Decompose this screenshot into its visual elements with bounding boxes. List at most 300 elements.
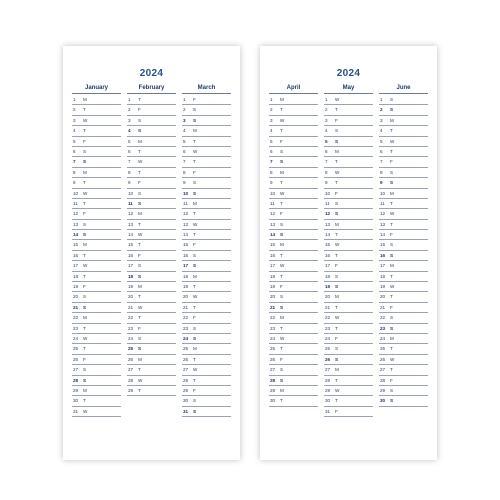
weekday-letter: M (390, 117, 394, 123)
weekday-letter: W (83, 263, 88, 269)
weekday-letter: F (83, 211, 86, 217)
month-name: June (379, 84, 428, 94)
day-row (72, 386, 121, 396)
day-number: 19 (325, 284, 331, 290)
day-row (182, 261, 231, 271)
day-number: 1 (325, 97, 328, 102)
weekday-letter: T (280, 273, 283, 279)
day-row (72, 303, 121, 313)
weekday-letter: W (335, 387, 340, 393)
day-row (72, 147, 121, 157)
day-number: 27 (73, 367, 79, 373)
day-row (379, 334, 428, 344)
day-row (127, 189, 176, 199)
day-number: 12 (380, 211, 386, 217)
weekday-letter: S (280, 377, 284, 383)
weekday-letter: M (193, 200, 197, 206)
day-number: 14 (270, 232, 276, 238)
day-number: 26 (270, 356, 276, 362)
weekday-letter: S (138, 335, 142, 341)
day-row (182, 126, 231, 136)
weekday-letter: T (280, 252, 283, 258)
day-row (127, 168, 176, 178)
day-number: 26 (183, 356, 189, 362)
day-number: 3 (325, 117, 328, 123)
day-number: 19 (270, 284, 276, 290)
month-column (379, 84, 428, 417)
weekday-letter: T (335, 377, 338, 383)
weekday-letter: T (83, 346, 86, 352)
day-row (324, 396, 373, 406)
month-columns (269, 84, 428, 417)
day-number: 11 (73, 200, 78, 206)
day-list (324, 95, 373, 417)
day-number: 17 (325, 263, 331, 269)
day-row (269, 376, 318, 386)
day-number: 23 (128, 325, 134, 331)
day-row (269, 365, 318, 375)
day-number: 23 (73, 325, 79, 331)
weekday-letter: T (193, 211, 196, 217)
day-row (72, 157, 121, 167)
day-row (127, 178, 176, 188)
day-number: 6 (73, 148, 76, 154)
day-list (269, 95, 318, 407)
day-number: 19 (183, 284, 189, 290)
weekday-letter: F (390, 377, 393, 383)
month-column (324, 84, 373, 417)
day-row (72, 407, 121, 417)
weekday-letter: S (280, 159, 284, 165)
weekday-letter: S (280, 294, 284, 300)
day-number: 4 (128, 128, 131, 134)
day-number: 30 (380, 398, 386, 404)
day-row (324, 334, 373, 344)
weekday-letter: M (83, 315, 87, 321)
day-row (269, 157, 318, 167)
weekday-letter: T (280, 325, 283, 331)
day-number: 8 (128, 169, 131, 175)
day-row (324, 282, 373, 292)
day-number: 30 (73, 398, 79, 404)
day-row (379, 272, 428, 282)
weekday-letter: S (280, 304, 284, 310)
weekday-letter: S (335, 346, 339, 352)
weekday-letter: T (280, 398, 283, 404)
day-number: 31 (73, 408, 79, 414)
day-number: 25 (325, 346, 331, 352)
month-columns (72, 84, 231, 417)
day-row (182, 272, 231, 282)
day-row (182, 334, 231, 344)
day-number: 2 (270, 107, 273, 113)
day-row (269, 137, 318, 147)
day-number: 10 (128, 190, 134, 196)
day-number: 16 (380, 252, 386, 258)
day-row (182, 282, 231, 292)
day-row (379, 386, 428, 396)
day-row (379, 137, 428, 147)
day-number: 15 (380, 242, 386, 248)
day-number: 8 (325, 169, 328, 175)
year-heading: 2024 (336, 68, 361, 79)
weekday-letter: T (335, 180, 338, 186)
day-row (324, 240, 373, 250)
day-number: 20 (380, 294, 386, 300)
weekday-letter: W (390, 138, 395, 144)
day-number: 13 (380, 221, 386, 227)
day-row (182, 355, 231, 365)
day-number: 23 (325, 325, 331, 331)
day-row (379, 313, 428, 323)
day-row (324, 386, 373, 396)
weekday-letter: S (193, 398, 197, 404)
day-row (72, 251, 121, 261)
weekday-letter: M (335, 367, 339, 373)
day-number: 27 (183, 367, 189, 373)
weekday-letter: F (138, 107, 141, 113)
day-number: 30 (270, 398, 276, 404)
weekday-letter: S (390, 325, 394, 331)
weekday-letter: W (193, 367, 198, 373)
weekday-letter: F (193, 387, 196, 393)
weekday-letter: T (390, 367, 393, 373)
weekday-letter: S (280, 232, 284, 238)
weekday-letter: S (280, 148, 284, 154)
weekday-letter: T (193, 138, 196, 144)
day-row (269, 240, 318, 250)
day-row (269, 95, 318, 105)
day-row (182, 105, 231, 115)
weekday-letter: W (335, 169, 340, 175)
weekday-letter: T (138, 294, 141, 300)
day-number: 21 (183, 304, 189, 310)
day-number: 5 (325, 138, 328, 144)
day-number: 3 (73, 117, 76, 123)
day-number: 16 (183, 252, 189, 258)
weekday-letter: T (83, 107, 86, 113)
day-number: 19 (73, 284, 79, 290)
day-row (269, 344, 318, 354)
weekday-letter: F (335, 335, 338, 341)
day-row (324, 116, 373, 126)
day-number: 15 (128, 242, 134, 248)
day-number: 6 (128, 148, 131, 154)
day-row (269, 209, 318, 219)
day-number: 5 (73, 138, 76, 144)
day-number: 8 (73, 169, 76, 175)
weekday-letter: F (390, 304, 393, 310)
month-name: April (269, 84, 318, 94)
day-row (379, 199, 428, 209)
day-number: 28 (183, 377, 189, 383)
weekday-letter: F (83, 356, 86, 362)
weekday-letter: F (193, 97, 196, 102)
weekday-letter: F (193, 242, 196, 248)
day-row (182, 303, 231, 313)
day-row (72, 199, 121, 209)
day-row (182, 365, 231, 375)
weekday-letter: S (83, 304, 87, 310)
weekday-letter: T (390, 200, 393, 206)
day-list (72, 95, 121, 417)
weekday-letter: W (83, 117, 88, 123)
day-number: 29 (73, 387, 79, 393)
day-row (127, 303, 176, 313)
weekday-letter: T (335, 398, 338, 404)
day-number: 6 (270, 148, 273, 154)
day-row (379, 292, 428, 302)
weekday-letter: M (280, 242, 284, 248)
year-heading: 2024 (139, 68, 164, 79)
day-number: 22 (128, 315, 134, 321)
day-number: 12 (325, 211, 331, 217)
day-number: 17 (73, 263, 79, 269)
weekday-letter: S (193, 117, 197, 123)
day-row (182, 376, 231, 386)
weekday-letter: T (280, 128, 283, 134)
weekday-letter: S (138, 263, 142, 269)
weekday-letter: S (138, 273, 142, 279)
weekday-letter: T (335, 304, 338, 310)
day-number: 18 (183, 273, 189, 279)
day-row (72, 126, 121, 136)
day-row (269, 282, 318, 292)
day-number: 12 (73, 211, 79, 217)
day-number: 30 (183, 398, 189, 404)
day-row (72, 313, 121, 323)
day-row (379, 189, 428, 199)
day-number: 18 (73, 273, 79, 279)
day-row (182, 313, 231, 323)
day-number: 5 (128, 138, 131, 144)
weekday-letter: S (390, 252, 394, 258)
weekday-letter: T (193, 377, 196, 383)
weekday-letter: T (83, 128, 86, 134)
weekday-letter: T (83, 398, 86, 404)
day-row (72, 344, 121, 354)
weekday-letter: M (83, 242, 87, 248)
weekday-letter: F (193, 315, 196, 321)
weekday-letter: S (193, 252, 197, 258)
day-number: 31 (325, 408, 331, 414)
day-row (379, 178, 428, 188)
day-row (269, 178, 318, 188)
day-number: 16 (270, 252, 276, 258)
weekday-letter: S (193, 408, 197, 414)
day-number: 4 (73, 128, 76, 134)
month-column (127, 84, 176, 417)
weekday-letter: M (335, 294, 339, 300)
weekday-letter: T (390, 221, 393, 227)
day-number: 10 (183, 190, 189, 196)
day-number: 19 (128, 284, 134, 290)
day-row (182, 251, 231, 261)
day-row (127, 147, 176, 157)
weekday-letter: S (193, 263, 197, 269)
day-row (324, 407, 373, 417)
day-number: 25 (380, 346, 386, 352)
day-number: 3 (270, 117, 273, 123)
day-row (72, 282, 121, 292)
day-row (324, 157, 373, 167)
day-number: 9 (183, 180, 186, 186)
day-row (379, 303, 428, 313)
weekday-letter: T (280, 200, 283, 206)
day-row (72, 261, 121, 271)
day-row (379, 355, 428, 365)
day-row (127, 344, 176, 354)
weekday-letter: W (390, 284, 395, 290)
day-number: 11 (380, 200, 385, 206)
weekday-letter: F (335, 408, 338, 414)
day-number: 2 (183, 107, 186, 113)
day-number: 21 (380, 304, 386, 310)
day-row (324, 230, 373, 240)
day-row (324, 147, 373, 157)
weekday-letter: M (390, 335, 394, 341)
day-row (127, 137, 176, 147)
day-number: 7 (380, 159, 383, 165)
weekday-letter: F (193, 169, 196, 175)
day-row (269, 324, 318, 334)
day-row (72, 396, 121, 406)
day-row (72, 292, 121, 302)
day-row (379, 365, 428, 375)
weekday-letter: T (335, 159, 338, 165)
day-number: 16 (73, 252, 79, 258)
day-number: 4 (325, 128, 328, 134)
day-row (182, 344, 231, 354)
weekday-letter: T (138, 148, 141, 154)
day-row (324, 376, 373, 386)
day-row (324, 324, 373, 334)
day-number: 26 (128, 356, 134, 362)
day-number: 22 (183, 315, 189, 321)
day-row (269, 313, 318, 323)
weekday-letter: S (193, 335, 197, 341)
day-number: 20 (270, 294, 276, 300)
day-number: 4 (270, 128, 273, 134)
day-row (72, 209, 121, 219)
day-row (182, 147, 231, 157)
day-row (269, 126, 318, 136)
day-row (127, 386, 176, 396)
day-number: 2 (325, 107, 328, 113)
day-number: 13 (325, 221, 331, 227)
day-number: 22 (325, 315, 331, 321)
day-number: 24 (380, 335, 386, 341)
day-number: 22 (73, 315, 79, 321)
weekday-letter: T (83, 180, 86, 186)
day-row (269, 292, 318, 302)
day-number: 1 (73, 97, 76, 102)
weekday-letter: T (335, 107, 338, 113)
day-number: 27 (270, 367, 276, 373)
day-row (269, 396, 318, 406)
day-number: 17 (380, 263, 386, 269)
month-name: March (182, 84, 231, 94)
day-row (269, 261, 318, 271)
day-row (72, 334, 121, 344)
day-row (182, 240, 231, 250)
day-number: 24 (325, 335, 331, 341)
day-row (72, 105, 121, 115)
day-row (72, 220, 121, 230)
weekday-letter: F (390, 159, 393, 165)
day-number: 11 (325, 200, 330, 206)
weekday-letter: S (138, 190, 142, 196)
weekday-letter: S (193, 180, 197, 186)
day-row (379, 95, 428, 105)
weekday-letter: S (390, 107, 394, 113)
day-row (324, 303, 373, 313)
day-row (379, 261, 428, 271)
day-number: 7 (128, 159, 131, 165)
weekday-letter: S (138, 128, 142, 134)
day-row (324, 199, 373, 209)
day-number: 6 (380, 148, 383, 154)
day-number: 28 (73, 377, 79, 383)
month-column (182, 84, 231, 417)
day-list (127, 95, 176, 396)
day-number: 17 (270, 263, 276, 269)
weekday-letter: S (83, 367, 87, 373)
day-number: 16 (325, 252, 331, 258)
day-row (269, 105, 318, 115)
day-number: 4 (380, 128, 383, 134)
day-number: 13 (183, 221, 189, 227)
weekday-letter: W (138, 232, 143, 238)
day-row (379, 157, 428, 167)
weekday-letter: T (193, 159, 196, 165)
day-number: 21 (325, 304, 331, 310)
weekday-letter: S (335, 200, 339, 206)
day-row (324, 168, 373, 178)
day-row (182, 292, 231, 302)
weekday-letter: S (335, 128, 339, 134)
weekday-letter: T (138, 315, 141, 321)
day-row (72, 116, 121, 126)
calendar-page-right (260, 46, 437, 460)
day-row (182, 220, 231, 230)
day-row (324, 178, 373, 188)
day-row (127, 251, 176, 261)
day-row (379, 324, 428, 334)
weekday-letter: M (83, 387, 87, 393)
day-row (127, 313, 176, 323)
day-row (269, 355, 318, 365)
weekday-letter: T (138, 387, 141, 393)
weekday-letter: F (138, 325, 141, 331)
day-number: 14 (73, 232, 79, 238)
weekday-letter: M (138, 211, 142, 217)
day-row (324, 209, 373, 219)
day-number: 26 (73, 356, 79, 362)
day-number: 18 (270, 273, 276, 279)
day-number: 13 (128, 221, 134, 227)
weekday-letter: S (193, 325, 197, 331)
weekday-letter: S (83, 148, 87, 154)
day-number: 25 (270, 346, 276, 352)
weekday-letter: T (335, 232, 338, 238)
weekday-letter: S (390, 97, 394, 102)
day-row (379, 147, 428, 157)
weekday-letter: T (280, 346, 283, 352)
weekday-letter: F (138, 252, 141, 258)
day-number: 21 (73, 304, 79, 310)
weekday-letter: T (138, 221, 141, 227)
